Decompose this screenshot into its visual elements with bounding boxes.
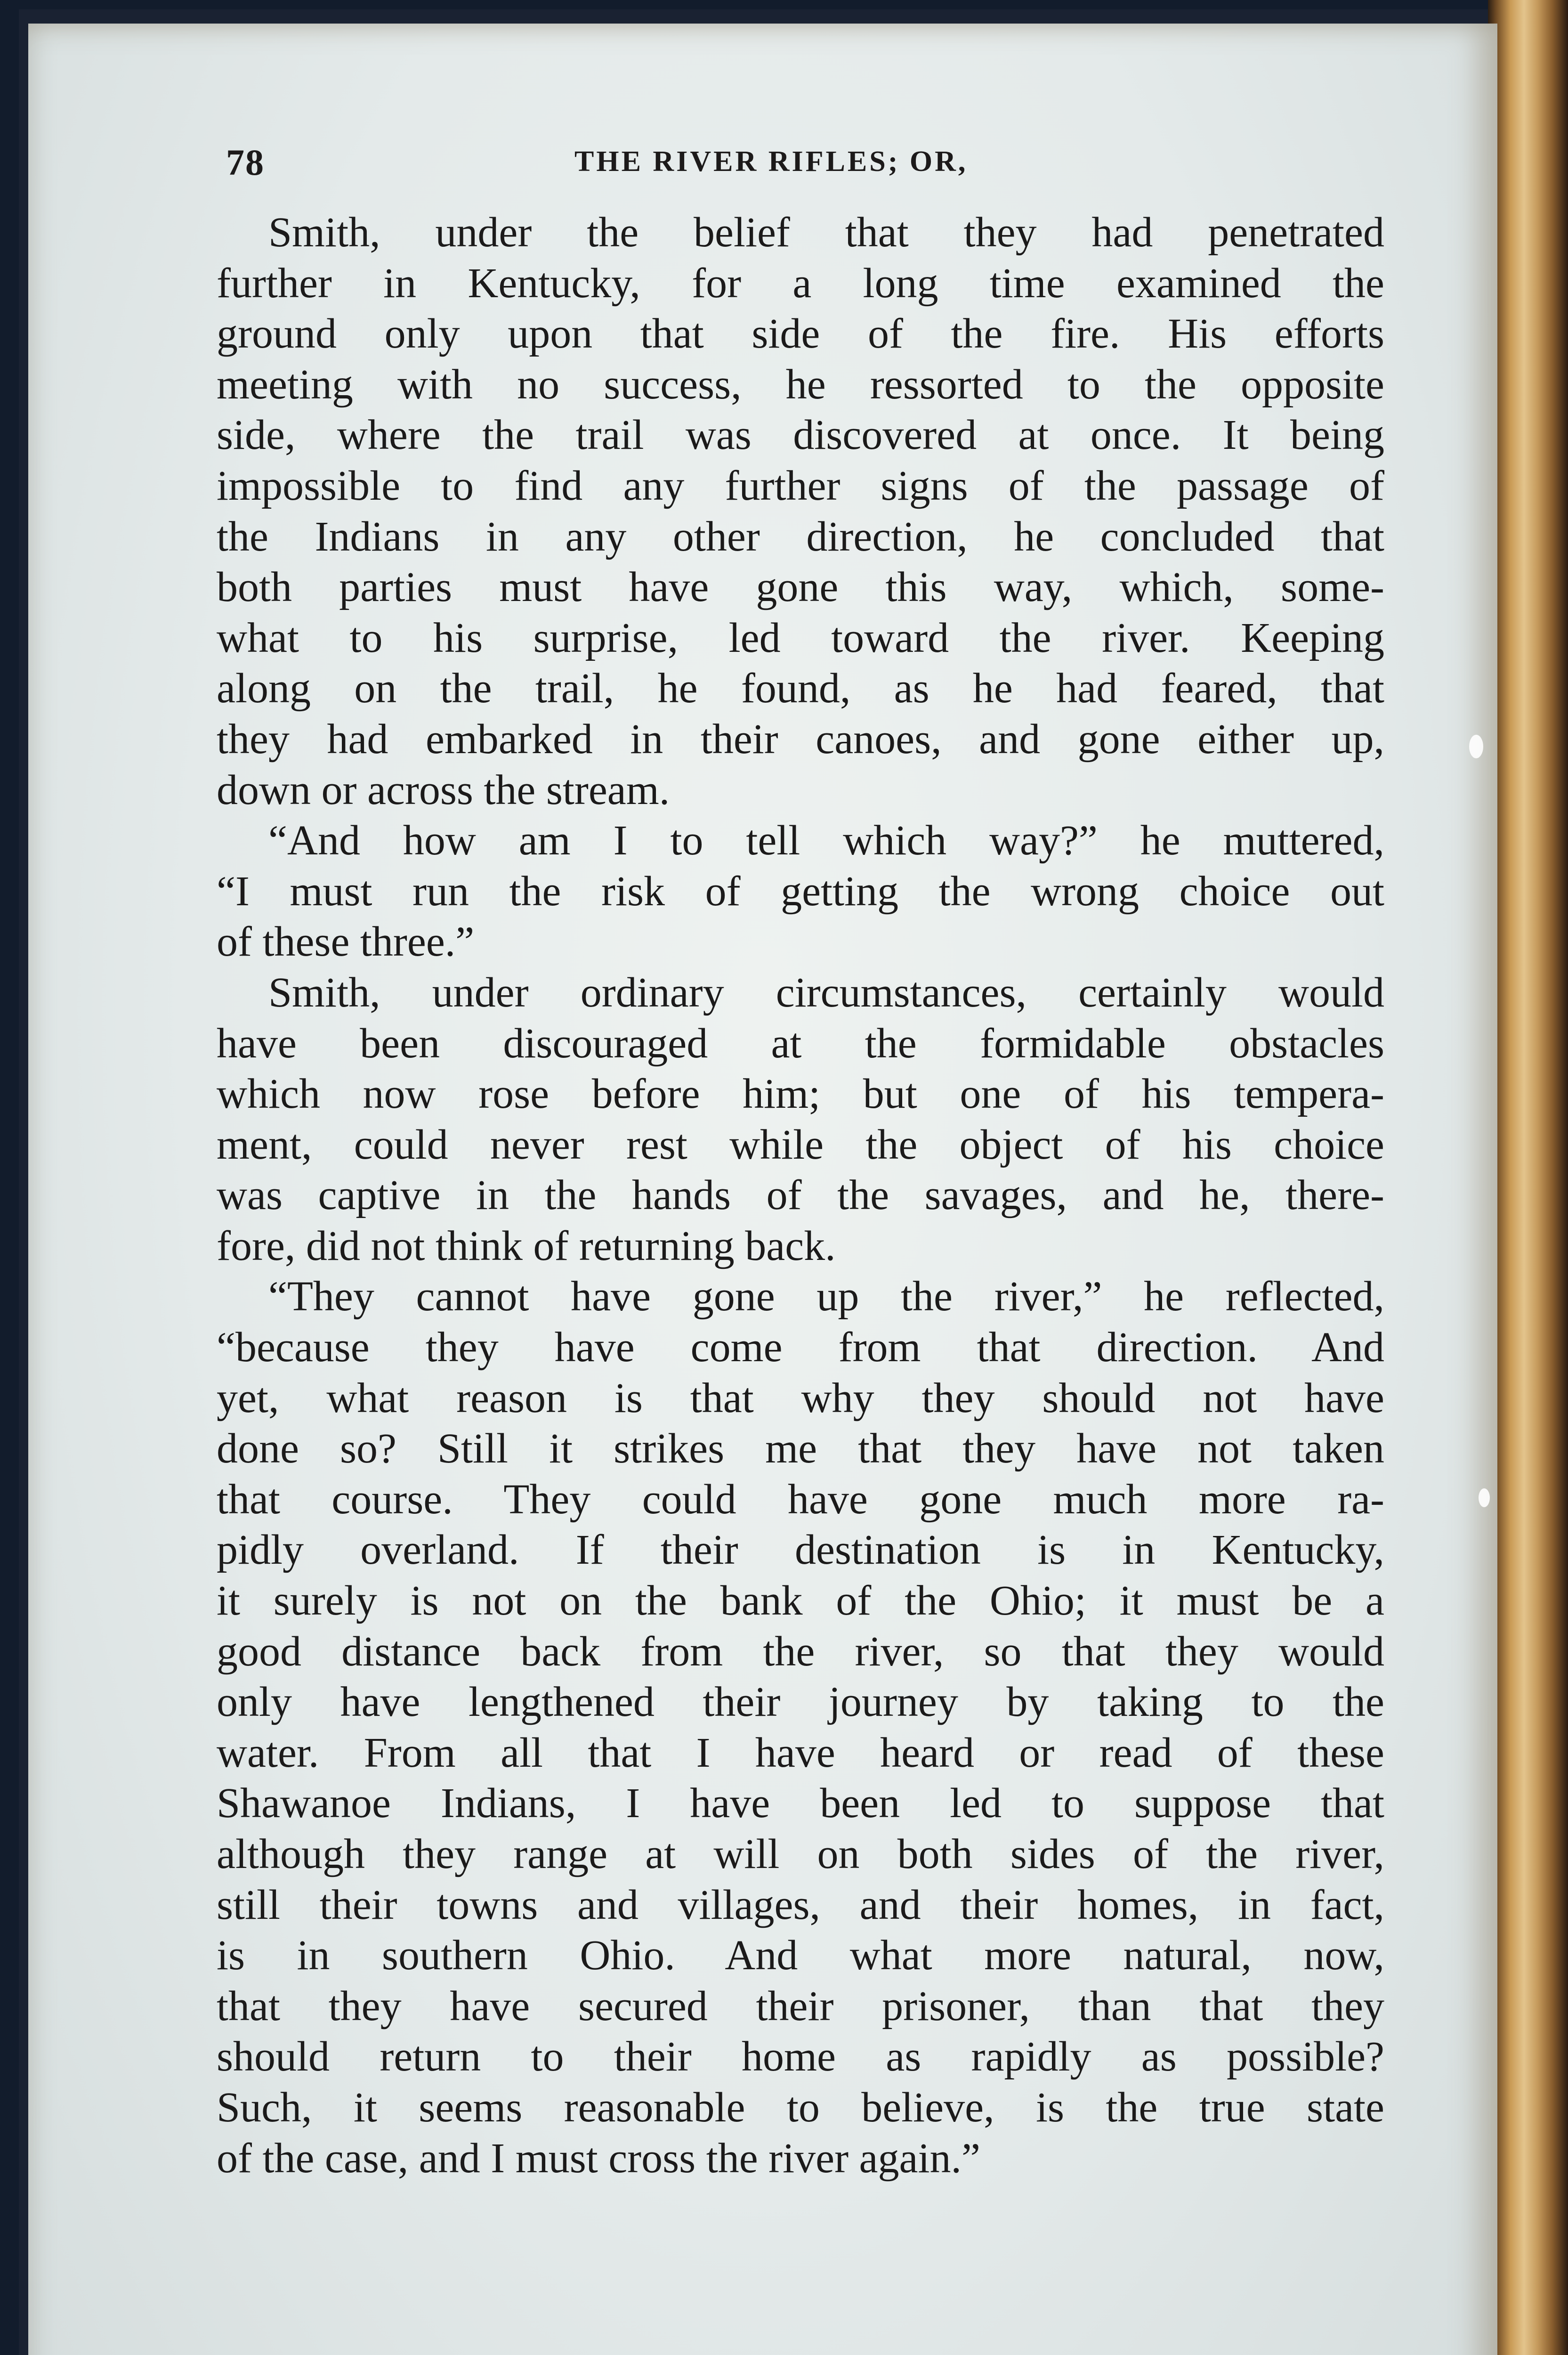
text-line: ment, could never rest while the object of his choice (217, 1121, 1384, 1168)
text-line: ground only upon that side of the fire. His efforts (217, 310, 1384, 357)
page-number: 78 (226, 142, 265, 183)
text-line: of the case, and I must cross the river again.” (217, 2135, 980, 2182)
text-line: pidly overland. If their destination is in Kentucky, (217, 1527, 1384, 1574)
text-line: of these three.” (217, 918, 475, 966)
text-line: Smith, under ordinary circumstances, certainly would (268, 969, 1384, 1016)
text-line: Smith, under the belief that they had penetrated (268, 209, 1384, 256)
running-title: THE RIVER RIFLES; OR, (574, 146, 968, 178)
text-line: further in Kentucky, for a long time examined the (217, 260, 1384, 307)
text-line: good distance back from the river, so that they would (217, 1628, 1384, 1675)
text-line: although they range at will on both sides of the river, (217, 1831, 1384, 1877)
text-line: still their towns and villages, and their homes, in fact, (217, 1881, 1384, 1928)
text-line: done so? Still it strikes me that they have not taken (217, 1425, 1384, 1472)
body-text (217, 207, 1384, 2184)
text-line: “I must run the risk of getting the wrong choice out (217, 868, 1384, 915)
text-line: side, where the trail was discovered at once. It being (217, 412, 1384, 459)
running-head (226, 141, 1403, 188)
text-line: “They cannot have gone up the river,” he reflected, (268, 1273, 1384, 1320)
text-line: that they have secured their prisoner, than that they (217, 1982, 1384, 2030)
text-line: was captive in the hands of the savages, and he, there- (217, 1172, 1384, 1219)
text-line: the Indians in any other direction, he concluded that (217, 513, 1384, 560)
text-line: “And how am I to tell which way?” he muttered, (268, 817, 1384, 864)
page-edges (1488, 0, 1568, 2355)
binding-hole-2 (1479, 1488, 1490, 1507)
text-line: which now rose before him; but one of his tempera- (217, 1071, 1384, 1118)
text-line: both parties must have gone this way, which, some- (217, 564, 1384, 611)
text-line: have been discouraged at the formidable obstacles (217, 1020, 1384, 1067)
text-line: impossible to find any further signs of the passage of (217, 462, 1384, 509)
binding-hole-1 (1469, 735, 1483, 758)
text-line: “because they have come from that direction. And (217, 1324, 1384, 1371)
text-line: meeting with no success, he ressorted to the opposite (217, 361, 1384, 408)
text-line: it surely is not on the bank of the Ohio; it must be a (217, 1577, 1384, 1624)
text-line: down or across the stream. (217, 766, 670, 813)
text-line: fore, did not think of returning back. (217, 1222, 836, 1269)
text-line: is in southern Ohio. And what more natural, now, (217, 1932, 1384, 1979)
text-line: along on the trail, he found, as he had feared, that (217, 665, 1384, 712)
text-line: yet, what reason is that why they should not have (217, 1374, 1384, 1421)
text-line: they had embarked in their canoes, and gone either up, (217, 715, 1384, 763)
text-line: only have lengthened their journey by taking to the (217, 1679, 1384, 1726)
text-line: Such, it seems reasonable to believe, is the true state (217, 2084, 1384, 2131)
text-line: should return to their home as rapidly as possible? (217, 2033, 1384, 2080)
text-line: what to his surprise, led toward the river. Keeping (217, 614, 1384, 661)
text-line: that course. They could have gone much more ra- (217, 1476, 1384, 1523)
text-line: water. From all that I have heard or read of these (217, 1729, 1384, 1776)
text-line: Shawanoe Indians, I have been led to suppose that (217, 1780, 1384, 1827)
